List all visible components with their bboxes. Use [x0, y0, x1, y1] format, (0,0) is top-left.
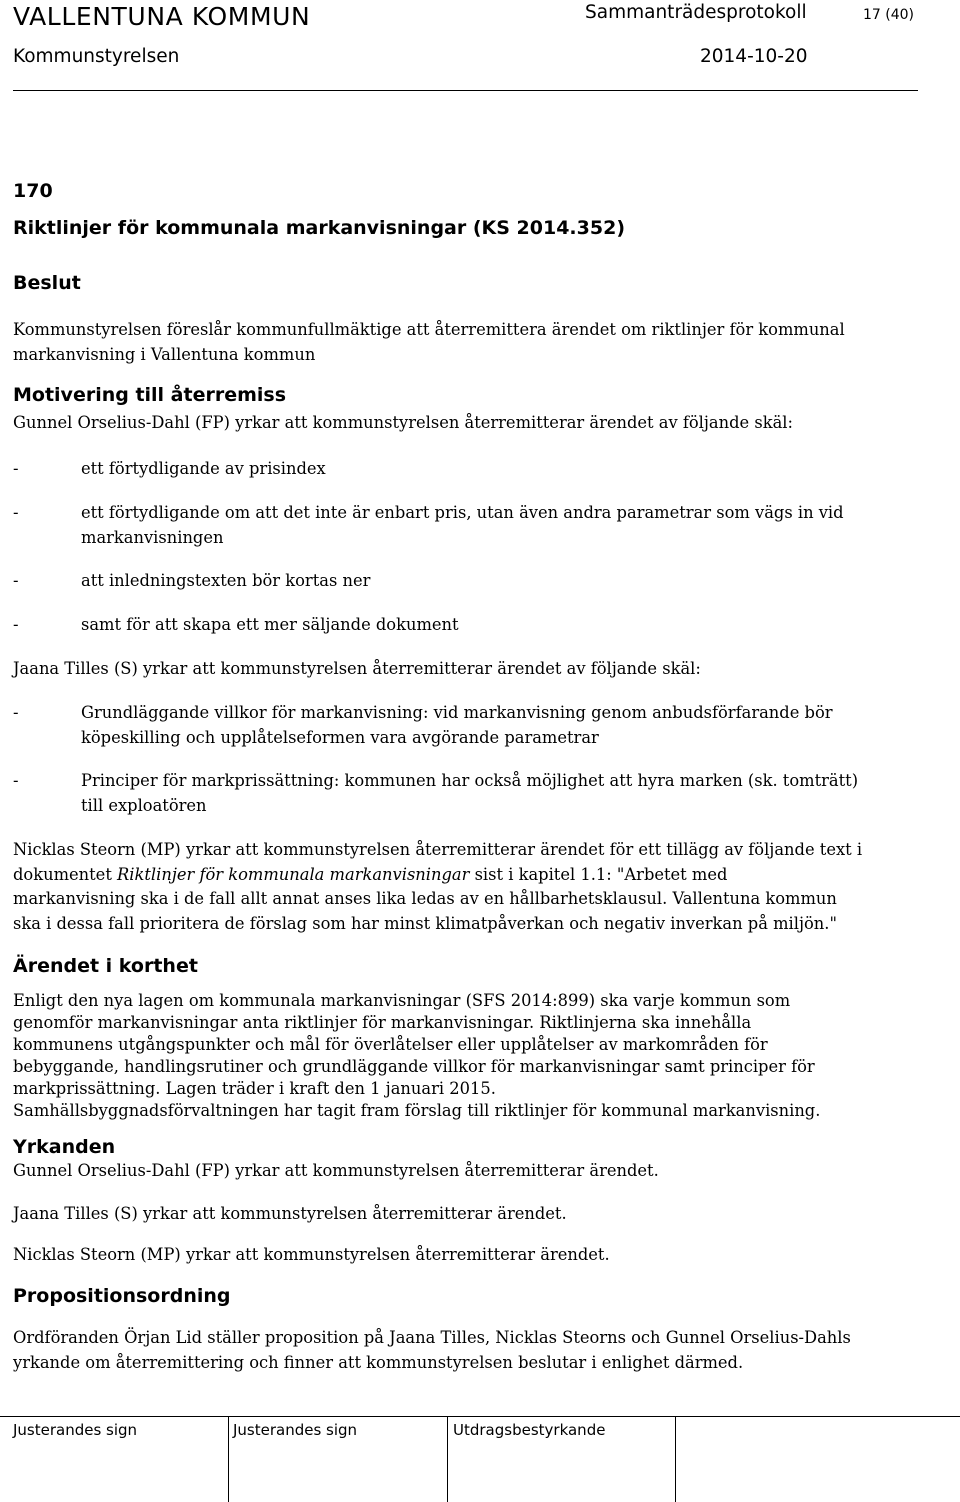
list-item: [13, 769, 913, 818]
text-line: Principer för markprissättning: kommunen har också möjlighet att hyra marken (sk. tomträtt): [81, 771, 859, 790]
list-item: [13, 457, 913, 482]
text-fragment: dokumentet: [13, 864, 118, 884]
text-line: Grundläggande villkor för markanvisning: vid markanvisning genom anbudsförfarande bör: [81, 703, 833, 722]
text-line: genomför markanvisningar anta riktlinjer för markanvisningar. Riktlinjerna ska innehålla: [13, 1013, 752, 1032]
text-line: köpeskilling och upplåtelseformen vara avgörande parametrar: [81, 727, 599, 747]
bullet-dash: -: [13, 771, 19, 790]
bullet-dash: -: [13, 459, 19, 478]
propositionsordning-heading: Propositionsordning: [13, 1285, 231, 1307]
organization-name: VALLENTUNA KOMMUN: [13, 2, 311, 31]
text-line: yrkande om återremittering och finner att kommunstyrelsen beslutar i enlighet därmed.: [13, 1352, 744, 1372]
text-line: att inledningstexten bör kortas ner: [81, 571, 371, 590]
footer-divider: [0, 1416, 960, 1417]
text-line: markprissättning. Lagen träder i kraft den 1 januari 2015.: [13, 1079, 496, 1098]
arendet-heading: Ärendet i korthet: [13, 955, 198, 977]
text-line: kommunens utgångspunkter och mål för överlåtelser eller upplåtelser av markområden för: [13, 1035, 768, 1054]
document-type: Sammanträdesprotokoll: [585, 2, 807, 23]
list-item: [13, 501, 913, 550]
yrkande-item: [13, 1202, 913, 1227]
yrkanden-heading: Yrkanden: [13, 1136, 116, 1158]
text-line: bebyggande, handlingsrutiner och grundläggande villkor för markanvisningar samt principer för: [13, 1057, 815, 1076]
section-number: 170: [13, 180, 53, 202]
bullet-dash: -: [13, 703, 19, 722]
motivering-intro-2: [13, 657, 913, 682]
footer-cell-border: [228, 1416, 229, 1502]
page-number: 17 (40): [863, 7, 915, 23]
text-line: Gunnel Orselius-Dahl (FP) yrkar att kommunstyrelsen återremitterar ärendet.: [13, 1161, 659, 1180]
footer-cell-border: [447, 1416, 448, 1502]
text-line: till exploatören: [81, 795, 207, 815]
text-line: samt för att skapa ett mer säljande dokument: [81, 615, 459, 634]
text-line: Samhällsbyggnadsförvaltningen har tagit fram förslag till riktlinjer för kommunal markanvisning.: [13, 1101, 821, 1120]
list-item: [13, 613, 913, 638]
arendet-text: [13, 990, 913, 1122]
signature-field-label: Justerandes sign: [13, 1421, 138, 1439]
list-item: [13, 701, 913, 750]
propositionsordning-text: [13, 1326, 913, 1375]
meeting-date: 2014-10-20: [700, 46, 808, 67]
text-line: Jaana Tilles (S) yrkar att kommunstyrelsen återremitterar ärendet.: [13, 1204, 567, 1223]
header-divider: [13, 90, 918, 91]
text-line: markanvisning ska i de fall allt annat anses lika ledas av en hållbarhetsklausul. Vallentuna kommun: [13, 889, 837, 908]
section-title: Riktlinjer för kommunala markanvisningar (KS 2014.352): [13, 217, 625, 239]
yrkande-item: [13, 1159, 913, 1184]
beslut-heading: Beslut: [13, 272, 81, 294]
text-line: Kommunstyrelsen föreslår kommunfullmäktige att återremittera ärendet om riktlinjer för kommunal: [13, 320, 845, 339]
signature-field-label: Justerandes sign: [233, 1421, 358, 1439]
text-line: ska i dessa fall prioritera de förslag som har minst klimatpåverkan och negativ inverkan på miljön.": [13, 913, 837, 933]
footer-cell-border: [675, 1416, 676, 1502]
motivering-intro: [13, 411, 913, 436]
text-line: Nicklas Steorn (MP) yrkar att kommunstyrelsen återremitterar ärendet.: [13, 1245, 610, 1264]
text-line: [13, 863, 913, 888]
certification-field-label: Utdragsbestyrkande: [453, 1421, 606, 1439]
beslut-text: [13, 318, 913, 367]
yrkande-item: [13, 1243, 913, 1268]
text-line: markanvisning i Vallentuna kommun: [13, 344, 316, 364]
text-line: Enligt den nya lagen om kommunala markanvisningar (SFS 2014:899) ska varje kommun som: [13, 991, 791, 1010]
list-item: [13, 569, 913, 594]
nicklas-motivering: [13, 838, 913, 936]
text-line: markanvisningen: [81, 527, 224, 547]
bullet-dash: -: [13, 571, 19, 590]
bullet-dash: -: [13, 615, 19, 634]
text-line: Gunnel Orselius-Dahl (FP) yrkar att kommunstyrelsen återremitterar ärendet av följande skäl:: [13, 413, 793, 432]
text-line: ett förtydligande om att det inte är enbart pris, utan även andra parametrar som vägs in vid: [81, 503, 844, 522]
text-line: Ordföranden Örjan Lid ställer proposition på Jaana Tilles, Nicklas Steorns och Gunnel Orselius-Dahls: [13, 1328, 851, 1347]
text-line: Nicklas Steorn (MP) yrkar att kommunstyrelsen återremitterar ärendet för ett tillägg av följande text i: [13, 840, 863, 859]
text-line: ett förtydligande av prisindex: [81, 459, 326, 478]
text-line: Jaana Tilles (S) yrkar att kommunstyrelsen återremitterar ärendet av följande skäl:: [13, 659, 701, 678]
text-fragment: sist i kapitel 1.1: "Arbetet med: [469, 864, 728, 884]
body-name: Kommunstyrelsen: [13, 46, 180, 67]
bullet-dash: -: [13, 503, 19, 522]
document-title-italic: Riktlinjer för kommunala markanvisningar: [117, 864, 470, 884]
motivering-heading: Motivering till återremiss: [13, 384, 287, 406]
